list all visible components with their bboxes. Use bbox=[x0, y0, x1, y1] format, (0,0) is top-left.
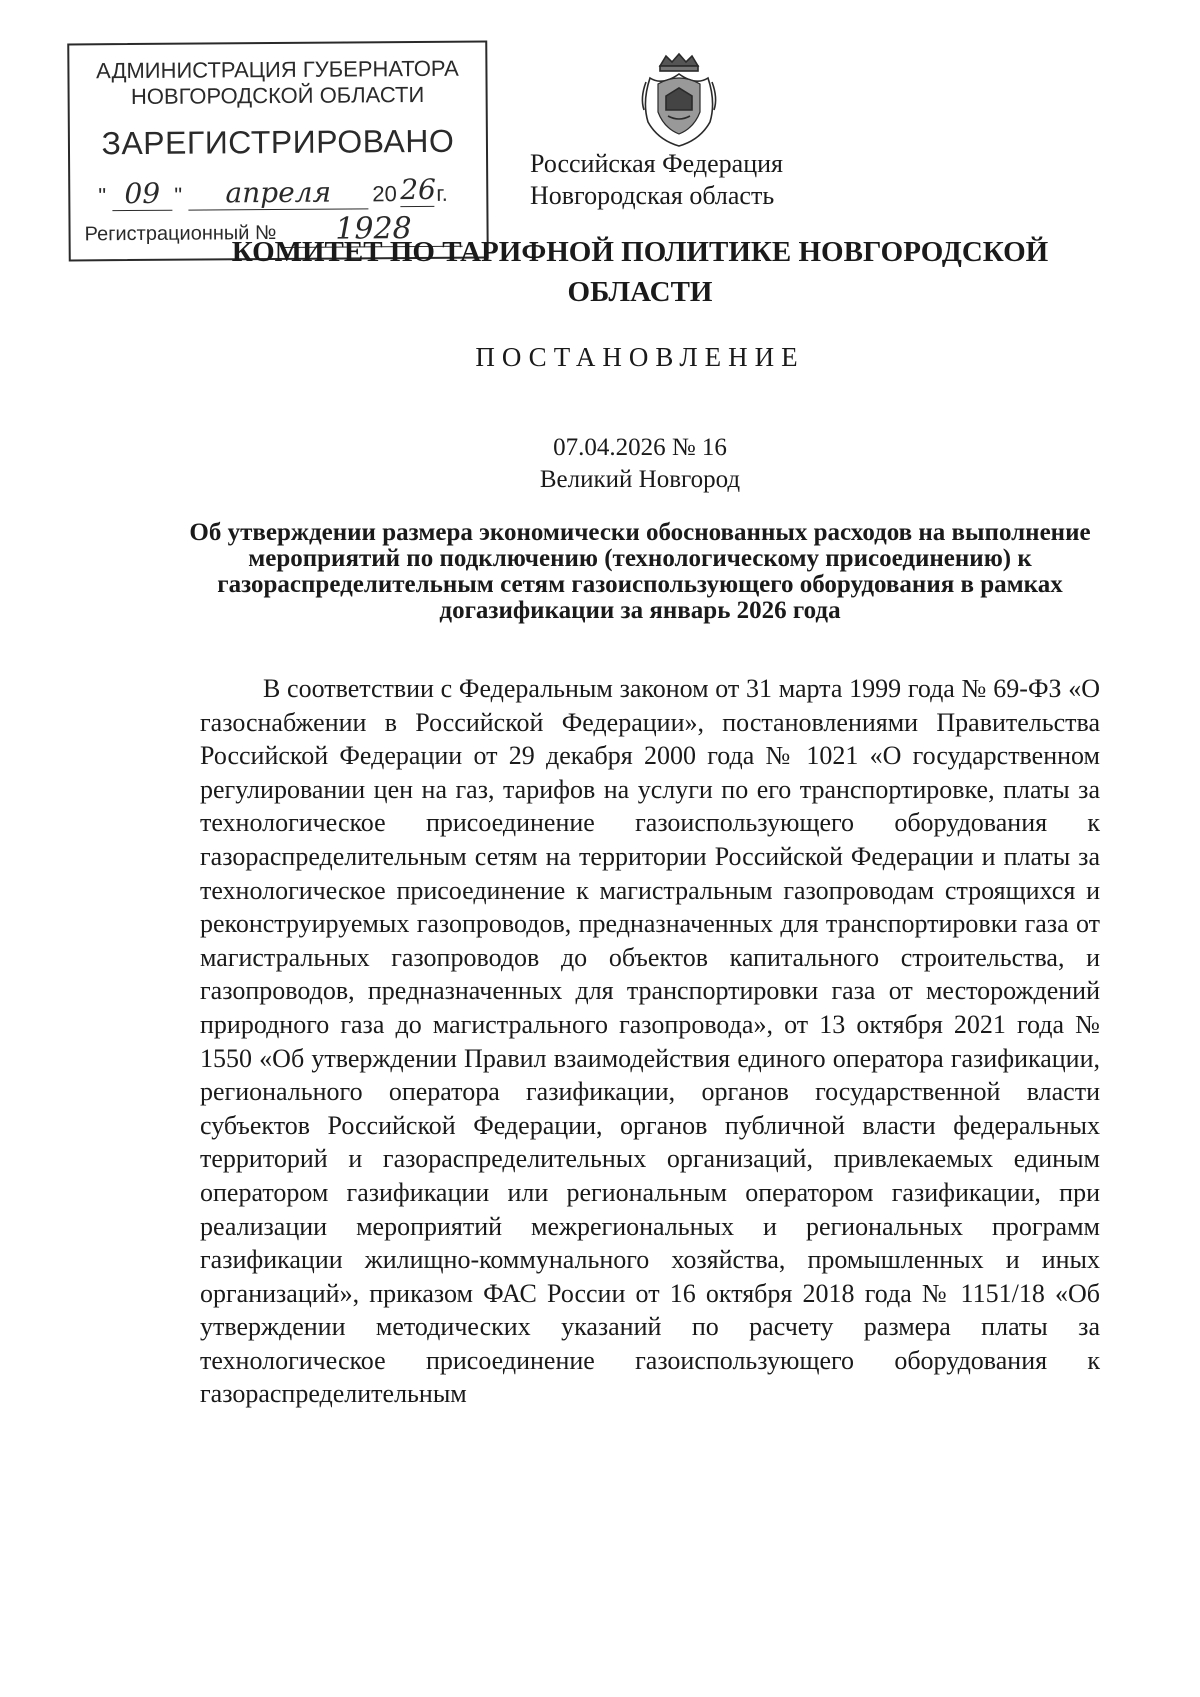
stamp-org-line2: НОВГОРОДСКОЙ ОБЛАСТИ bbox=[130, 81, 425, 110]
document-city: Великий Новгород bbox=[539, 466, 741, 493]
stamp-quote-close: " bbox=[174, 182, 183, 208]
committee-title: КОМИТЕТ ПО ТАРИФНОЙ ПОЛИТИКЕ НОВГОРОДСКОЙ ОБЛАСТИ bbox=[231, 236, 1049, 308]
document-type: ПОСТАНОВЛЕНИЕ bbox=[475, 342, 805, 372]
stamp-date bbox=[90, 172, 480, 216]
stamp-month: апреля bbox=[188, 175, 368, 210]
registration-stamp bbox=[67, 41, 489, 262]
stamp-status: ЗАРЕГИСТРИРОВАНО bbox=[101, 122, 455, 162]
region-name: Новгородская область bbox=[530, 181, 775, 210]
document-body bbox=[200, 672, 1100, 1411]
country-name: Российская Федерация bbox=[530, 149, 783, 178]
document-date-number: 07.04.2026 № 16 bbox=[553, 434, 727, 461]
coat-of-arms-icon bbox=[638, 52, 720, 148]
stamp-year-unit: г. bbox=[436, 180, 448, 206]
stamp-quote-open: " bbox=[98, 183, 107, 209]
header-region-block bbox=[530, 148, 830, 212]
document-date-block bbox=[300, 432, 980, 496]
stamp-number-label: Регистрационный № bbox=[84, 222, 277, 246]
stamp-year-suffix: 26 bbox=[400, 172, 437, 207]
stamp-number: 1928 bbox=[284, 211, 462, 248]
stamp-org-line1: АДМИНИСТРАЦИЯ ГУБЕРНАТОРА bbox=[96, 55, 459, 84]
body-paragraph: В соответствии с Федеральным законом от 31 марта 1999 года № 69-ФЗ «О газоснабжении в Российской Федерации», постановлениями Правительства Российской Федерации от 29 декабря 2000 года № 1021 «О государственном регулировании цен на газ, тарифов на услуги по его транспортировке, платы за технологическое присоединение газоиспользующего оборудования к газораспределительным сетям на территории Российской Федерации и платы за технологическое присоединение к магистральным газопроводам строящихся и реконструируемых газопроводов, предназначенных для транспортировки газа от магистральных газопроводов до объектов капитального строительства, и газопроводов, предназначенных для транспортировки газа от месторождений природного газа до магистрального газопровода», от 13 октября 2021 года № 1550 «Об утверждении Правил взаимодействия единого оператора газификации, регионального оператора газификации, органов государственной власти субъектов Российской Федерации, органов публичной власти федеральных территорий и газораспределительных организаций, привлекаемых единым оператором газификации или региональным оператором газификации, при реализации мероприятий межрегиональных и региональных программ газификации жилищно-коммунального хозяйства, промышленных и иных организаций», приказом ФАС России от 16 октября 2018 года № 1151/18 «Об утверждении методических указаний по расчету размера платы за технологическое присоединение газоиспользующего оборудования к газораспределительным bbox=[200, 674, 1100, 1409]
document-title: Об утверждении размера экономически обоснованных расходов на выполнение мероприятий по подключению (технологическому присоединению) к газораспределительным сетям газоиспользующего оборудования в рамках догазификации за январь 2026 года bbox=[189, 519, 1091, 624]
stamp-day: 09 bbox=[112, 177, 172, 211]
stamp-year-prefix: 20 bbox=[372, 181, 397, 207]
